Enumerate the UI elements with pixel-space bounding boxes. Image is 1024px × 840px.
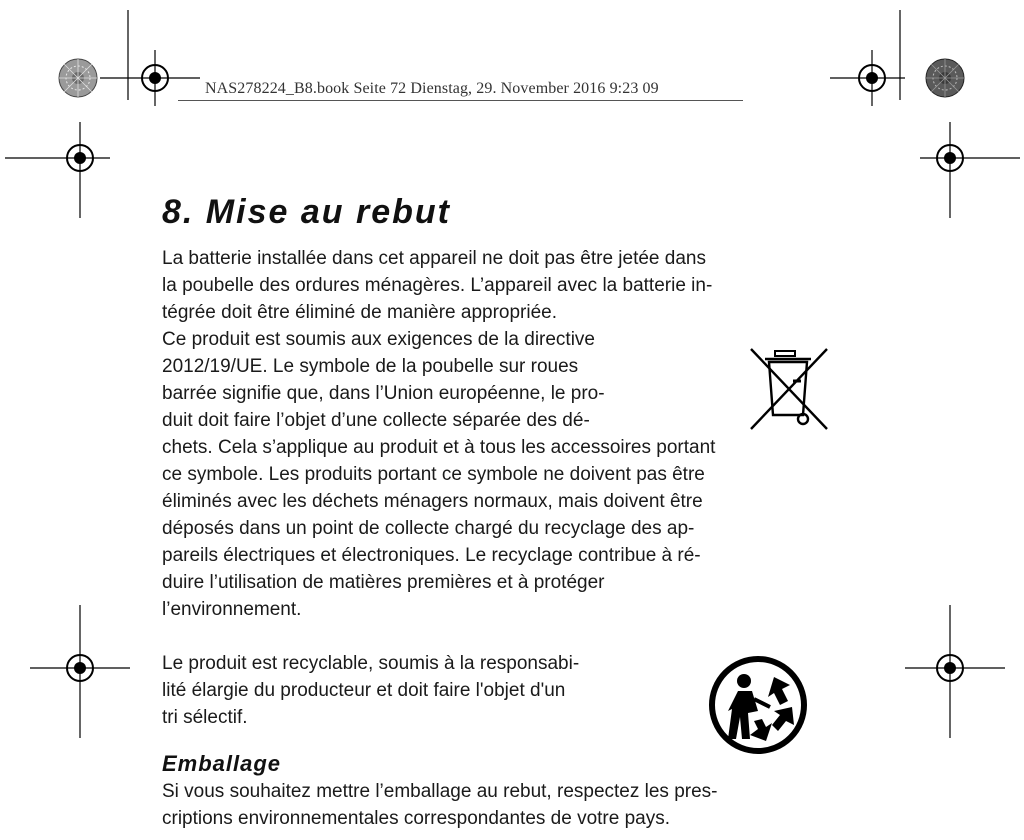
text-line: déposés dans un point de collecte chargé du recyclage des ap-	[162, 518, 695, 539]
text-line: pareils électriques et électroniques. Le recyclage contribue à ré-	[162, 545, 701, 566]
paragraph-battery	[162, 245, 862, 326]
text-line: éliminés avec les déchets ménagers normaux, mais doivent être	[162, 491, 703, 512]
crossed-out-wheelie-bin-icon	[745, 345, 833, 433]
text-line: chets. Cela s’applique au produit et à tous les accessoires portant	[162, 437, 716, 458]
color-wheel-target-icon	[59, 59, 97, 97]
text-line: tégrée doit être éliminé de manière appropriée.	[162, 302, 558, 323]
text-line: 2012/19/UE. Le symbole de la poubelle sur roues	[162, 356, 579, 377]
text-line: l’environnement.	[162, 599, 302, 620]
text-line: La batterie installée dans cet appareil ne doit pas être jetée dans	[162, 248, 706, 269]
print-header: NAS278224_B8.book Seite 72 Dienstag, 29. November 2016 9:23 09	[205, 80, 659, 97]
text-line: duire l’utilisation de matières premières et à protéger	[162, 572, 605, 593]
text-line: duit doit faire l’objet d’une collecte séparée des dé-	[162, 410, 590, 431]
text-line: la poubelle des ordures ménagères. L’appareil avec la batterie in-	[162, 275, 713, 296]
crosshair-registration-icon	[920, 122, 1020, 218]
text-line: tri sélectif.	[162, 707, 248, 728]
crosshair-registration-icon	[30, 605, 130, 738]
crosshair-registration-icon	[830, 10, 905, 106]
color-wheel-target-icon	[926, 59, 964, 97]
text-line: lité élargie du producteur et doit faire l'objet d'un	[162, 680, 566, 701]
text-line: criptions environnementales correspondantes de votre pays.	[162, 808, 671, 829]
packaging-heading: Emballage	[162, 751, 282, 776]
header-rule	[178, 100, 743, 101]
triman-recycling-icon	[708, 655, 808, 755]
text-line: ce symbole. Les produits portant ce symbole ne doivent pas être	[162, 464, 705, 485]
section-heading: 8. Mise au rebut	[162, 193, 451, 231]
crosshair-registration-icon	[100, 10, 200, 106]
paragraph-packaging	[162, 778, 862, 832]
crosshair-registration-icon	[905, 605, 1005, 738]
text-line: Si vous souhaitez mettre l’emballage au rebut, respectez les pres-	[162, 781, 718, 802]
text-line: barrée signifie que, dans l’Union européenne, le pro-	[162, 383, 605, 404]
text-line: Ce produit est soumis aux exigences de la directive	[162, 329, 596, 350]
text-line: Le produit est recyclable, soumis à la responsabi-	[162, 653, 580, 674]
crosshair-registration-icon	[5, 122, 110, 218]
